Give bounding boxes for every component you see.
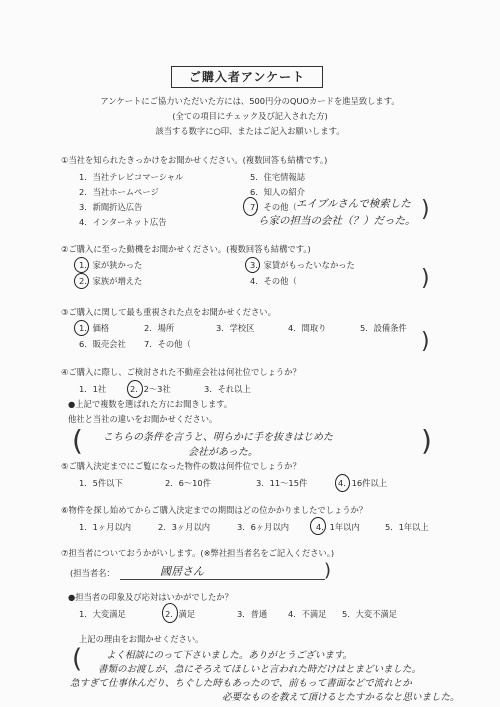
q6-question: ⑥物件を探し始めてからご購入決定までの期間はどの位かかりましたでしょうか？ xyxy=(61,505,368,515)
q4-followup: ●上記で複数を選ばれた方にお聞きします。 xyxy=(68,399,233,409)
q2-option-3[interactable]: 3．家賃がもったいなかった xyxy=(250,260,355,270)
q3-option-1[interactable]: 1．価格 xyxy=(79,323,110,333)
q7-staff-name: 國居さん xyxy=(160,565,204,578)
q2-option-2[interactable]: 2．家族が増えた xyxy=(79,276,143,286)
q3-option-2[interactable]: 2．場所 xyxy=(144,323,175,333)
q1-close-paren: ) xyxy=(421,197,430,222)
q1-answer-circle xyxy=(243,197,258,216)
q6-option-2[interactable]: 2．3ヶ月以内 xyxy=(158,522,211,532)
q6-circle-4 xyxy=(310,517,326,535)
q4-answer-text-1: こちらの条件を言うと、明らかに手を抜きはじめた xyxy=(103,432,333,443)
q3-option-7[interactable]: 7．その他（ xyxy=(144,339,191,349)
q1-option-6[interactable]: 6．知人の紹介 xyxy=(250,187,306,197)
q3-option-4[interactable]: 4．間取り xyxy=(288,323,327,333)
survey-title: ご購入者アンケート xyxy=(171,66,323,88)
q4-close-paren: ) xyxy=(421,424,432,457)
q2-circle-2 xyxy=(74,273,89,289)
q1-option-2[interactable]: 2．当社ホームページ xyxy=(79,187,159,197)
q6-option-4[interactable]: 4．1年以内 xyxy=(316,522,360,532)
q3-option-3[interactable]: 3．学校区 xyxy=(216,323,255,333)
q5-question: ⑤ご購入決定までにご覧になった物件の数は何件位でしょうか？ xyxy=(61,461,301,471)
q5-circle-4 xyxy=(335,474,350,492)
q7-rating-5[interactable]: 5．大変不満足 xyxy=(342,609,398,619)
q1-option-1[interactable]: 1．当社テレビコマーシャル xyxy=(79,172,184,182)
q2-circle-1 xyxy=(74,257,89,273)
intro-line-3: 該当する数字に○印、またはご記入お願いします。 xyxy=(155,126,345,136)
q7-rating-question: ●担当者の印象及び応対はいかがでしたか？ xyxy=(68,592,233,602)
q3-close-paren: ) xyxy=(421,329,430,354)
q2-option-4[interactable]: 4．その他（ xyxy=(250,276,297,286)
q2-circle-3 xyxy=(245,257,260,273)
q7-staff-label: (担当者名： xyxy=(70,568,115,578)
q7-open-paren: ( xyxy=(72,644,83,674)
q7-reason-label: 上記の理由をお聞かせください。 xyxy=(79,634,204,644)
q4-open-paren: ( xyxy=(72,424,83,457)
q4-followup-2: 他社と当社の違いをお聞かせください。 xyxy=(68,414,218,424)
q4-option-2[interactable]: 2．2～3社 xyxy=(130,384,171,394)
q1-option-3[interactable]: 3．新聞折込広告 xyxy=(79,202,143,212)
q2-close-paren: ) xyxy=(421,266,430,291)
q7-reason-text-2: 書類のお渡しが、急にそろえてほしいと言われた時だけはとまどいました。 xyxy=(98,664,422,675)
q4-circle-2 xyxy=(127,380,143,398)
q3-circle-1 xyxy=(74,320,89,336)
q7-rating-4[interactable]: 4．不満足 xyxy=(288,609,327,619)
q1-question: ①当社を知られたきっかけをお聞かせください。(複数回答も結構です。) xyxy=(61,155,328,165)
q3-question: ③ご購入に関して最も重視された点をお聞かせください。 xyxy=(61,307,276,317)
intro-line-1: アンケートにご協力いただいた方には、500円分のQUOカードを進呈致します。 xyxy=(100,96,400,106)
q6-option-1[interactable]: 1．1ヶ月以内 xyxy=(79,522,132,532)
q7-rating-2[interactable]: 2．満足 xyxy=(165,609,196,619)
q6-option-3[interactable]: 3．6ヶ月以内 xyxy=(237,522,290,532)
q2-option-1[interactable]: 1．家が狭かった xyxy=(79,260,143,270)
q2-question: ②ご購入に至った動機をお聞かせください。(複数回答も結構です。) xyxy=(61,244,311,254)
q4-question: ④ご購入に際し、ご検討された不動産会社は何社位でしょうか？ xyxy=(61,367,301,377)
q4-option-3[interactable]: 3．それ以上 xyxy=(204,384,251,394)
q5-option-1[interactable]: 1．5件以下 xyxy=(79,478,123,488)
q1-option-4[interactable]: 4．インターネット広告 xyxy=(79,217,167,227)
q6-option-5[interactable]: 5．1年以上 xyxy=(385,522,429,532)
q3-option-6[interactable]: 6．販売会社 xyxy=(79,339,126,349)
intro-line-2: (全ての項目にチェック及び記入された方) xyxy=(172,111,328,121)
q3-option-5[interactable]: 5．設備条件 xyxy=(360,323,407,333)
q5-option-4[interactable]: 4．16件以上 xyxy=(338,478,388,488)
q7-staff-close-paren: ) xyxy=(324,560,332,581)
q7-reason-text-3: 急すぎて仕事休んだり、ちぐした時もあったので、前もって書面などで流れとか xyxy=(70,678,412,689)
q1-option-7[interactable]: 7．その他（ xyxy=(250,202,297,212)
q1-option-5[interactable]: 5．住宅情報誌 xyxy=(250,172,306,182)
q7-question: ⑦担当者についておうかがいします。(※弊社担当者名をご記入ください。) xyxy=(61,548,335,558)
q4-answer-text-2: 会社があった。 xyxy=(188,447,258,458)
q4-option-1[interactable]: 1．1社 xyxy=(79,384,107,394)
q5-option-2[interactable]: 2．6～10件 xyxy=(165,478,212,488)
q5-option-3[interactable]: 3．11～15件 xyxy=(256,478,308,488)
q7-circle-2 xyxy=(162,603,178,623)
q1-answer-text-2: ら家の担当の会社（？）だった。 xyxy=(258,215,416,227)
q7-rating-1[interactable]: 1．大変満足 xyxy=(79,609,126,619)
q7-staff-underline xyxy=(120,579,325,580)
q1-answer-text-1: エイブルさんで検索した xyxy=(296,198,411,210)
q7-reason-text-4: 必要なものを教えて頂けるとたすかるなと思いました。 xyxy=(222,692,460,703)
q7-reason-text-1: よく相談にのって下さいました。ありがとうございます。 xyxy=(106,650,353,661)
q7-rating-3[interactable]: 3．普通 xyxy=(237,609,268,619)
